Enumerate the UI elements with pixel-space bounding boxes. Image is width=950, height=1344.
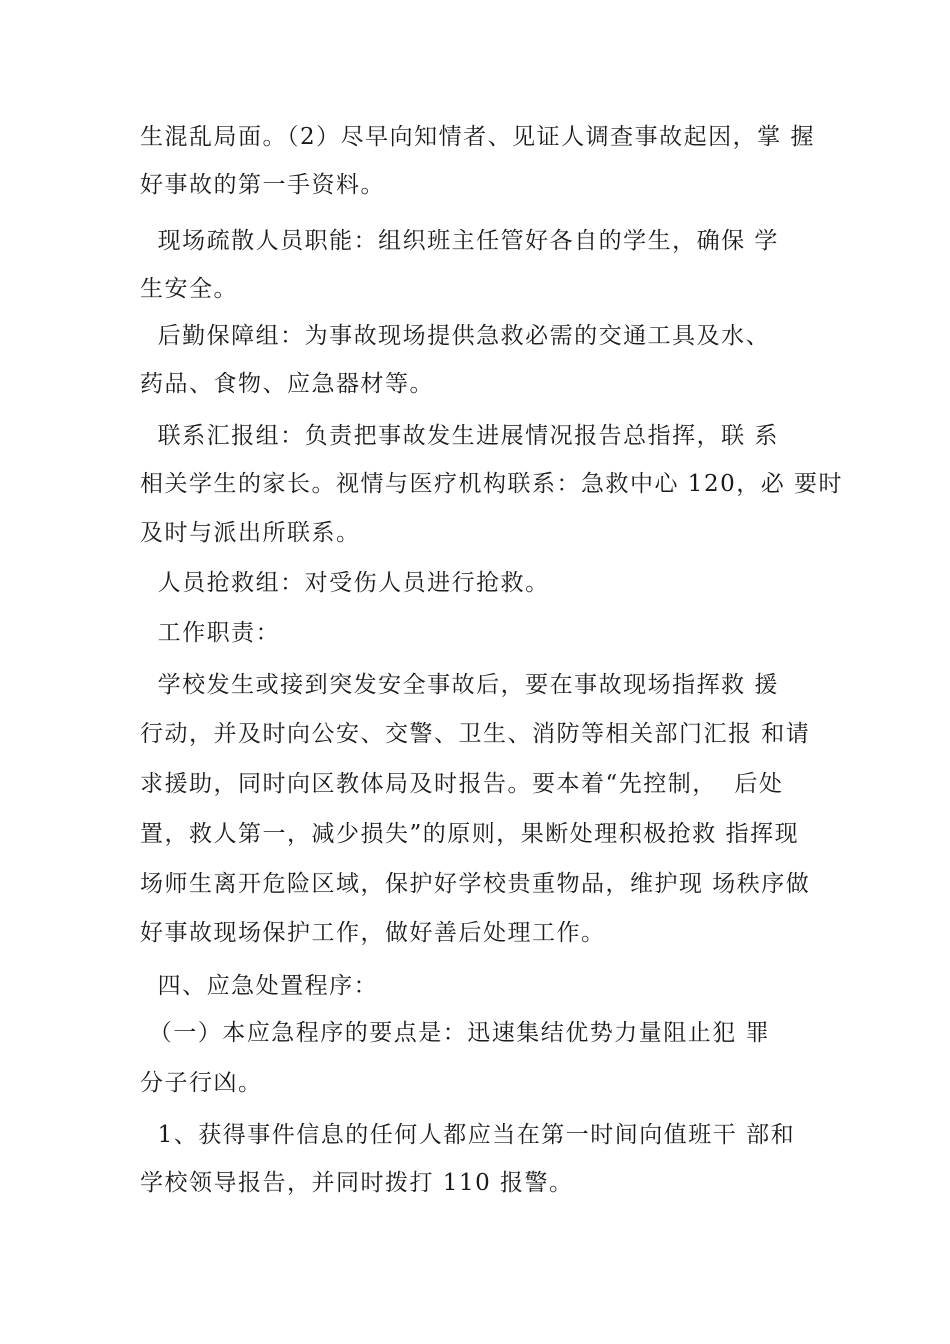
text-line: 学校领导报告，并同时拨打 110 报警。 [140, 1170, 574, 1196]
text-line: 行动，并及时向公安、交警、卫生、消防等相关部门汇报 和请 [140, 721, 811, 747]
text-line: 好事故的第一手资料。 [140, 172, 385, 198]
text-line: 置，救人第一，减少损失”的原则，果断处理积极抢救 指挥现 [140, 821, 800, 847]
text-line: 生混乱局面。（2）尽早向知情者、见证人调查事故起因，掌 握 [140, 124, 815, 150]
text-line: 学校发生或接到突发安全事故后，要在事故现场指挥救 援 [140, 672, 779, 698]
text-line: 联系汇报组：负责把事故发生进展情况报告总指挥，联 系 [140, 423, 779, 449]
text-line: 生安全。 [140, 276, 238, 302]
text-line: 场师生离开危险区域，保护好学校贵重物品，维护现 场秩序做 [140, 871, 811, 897]
text-line: 后勤保障组：为事故现场提供急救必需的交通工具及水、 [140, 323, 771, 349]
text-line: 1、获得事件信息的任何人都应当在第一时间向值班干 部和 [140, 1122, 796, 1148]
text-line: 好事故现场保护工作，做好善后处理工作。 [140, 920, 606, 946]
text-line: 药品、食物、应急器材等。 [140, 371, 434, 397]
text-line: 相关学生的家长。视情与医疗机构联系：急救中心 120，必 要时 [140, 471, 844, 497]
text-line: 及时与派出所联系。 [140, 520, 361, 546]
text-line: 求援助，同时向区教体局及时报告。要本着“先控制， 后处 [140, 771, 784, 797]
text-line: （一）本应急程序的要点是：迅速集结优势力量阻止犯 罪 [140, 1020, 771, 1046]
text-line: 人员抢救组：对受伤人员进行抢救。 [140, 570, 550, 596]
text-line: 工作职责： [140, 620, 281, 646]
text-line: 现场疏散人员职能：组织班主任管好各自的学生，确保 学 [140, 228, 779, 254]
text-line: 四、应急处置程序： [140, 973, 379, 999]
text-line: 分子行凶。 [140, 1070, 263, 1096]
